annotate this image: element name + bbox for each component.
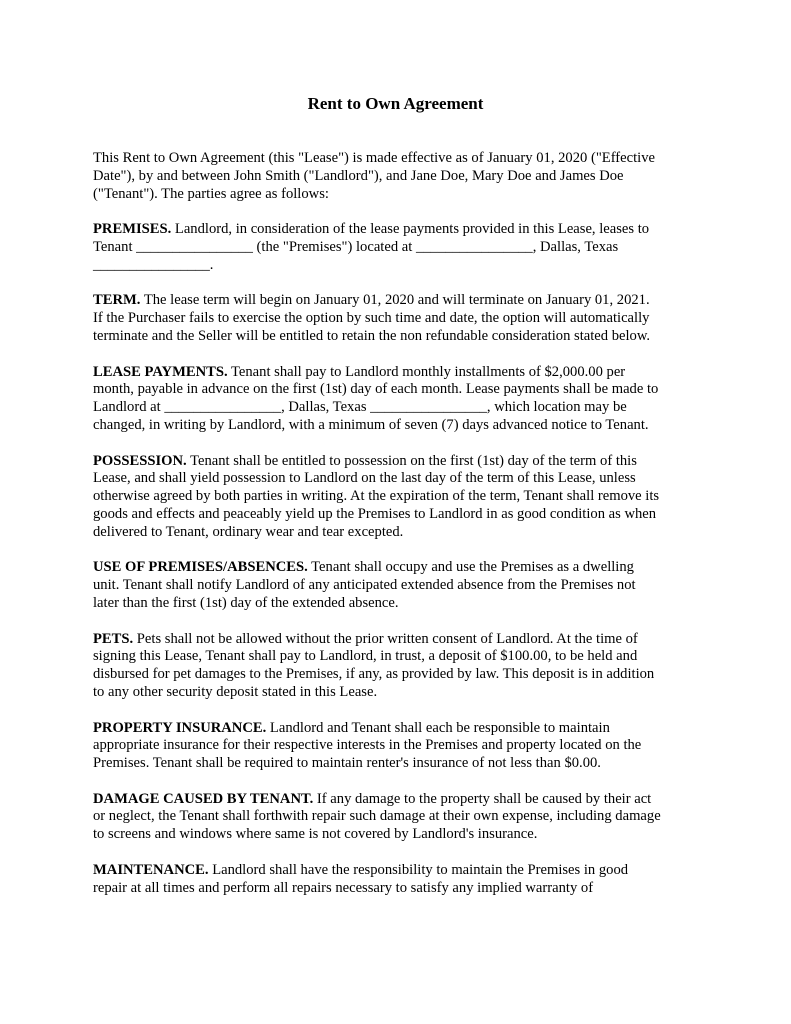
paragraph-line: Landlord at ________________, Dallas, Texas ________________, which location may be: [93, 399, 627, 416]
paragraph-use-of-premises: [93, 559, 705, 612]
paragraph-first-line: [93, 559, 705, 577]
paragraph-line: If the Purchaser fails to exercise the option by such time and date, the option will automatically: [93, 310, 650, 327]
section-heading: PREMISES.: [93, 221, 172, 238]
paragraph-first-line: [93, 221, 705, 239]
paragraph-maintenance: [93, 862, 705, 898]
paragraph-first-line: [93, 791, 705, 809]
paragraph-first-line: [93, 453, 705, 471]
paragraph-line: Premises. Tenant shall be required to maintain renter's insurance of not less than $0.00.: [93, 755, 601, 772]
section-heading: TERM.: [93, 292, 141, 309]
paragraph-line: Tenant ________________ (the "Premises") located at ________________, Dallas, Texas: [93, 238, 619, 255]
paragraph-first-line: [93, 364, 705, 382]
paragraph-line: If any damage to the property shall be caused by their act: [313, 790, 652, 807]
paragraph-line: or neglect, the Tenant shall forthwith repair such damage at their own expense, including damage: [93, 808, 661, 825]
section-heading: POSSESSION.: [93, 452, 187, 469]
paragraph-line: month, payable in advance on the first (1st) day of each month. Lease payments shall be made to: [93, 381, 659, 398]
paragraph-first-line: [93, 862, 705, 880]
paragraph-pets: [93, 631, 705, 702]
paragraph-line: Landlord and Tenant shall each be responsible to maintain: [266, 719, 610, 736]
paragraph-line: Landlord shall have the responsibility to maintain the Premises in good: [208, 861, 629, 878]
paragraph-line: goods and effects and peaceably yield up the Premises to Landlord in as good condition as when: [93, 505, 657, 522]
paragraph-line: Tenant shall be entitled to possession on the first (1st) day of the term of this: [186, 452, 637, 469]
paragraph-line: changed, in writing by Landlord, with a minimum of seven (7) days advanced notice to Tenant.: [93, 416, 649, 433]
paragraph-lease-payments: [93, 364, 705, 435]
section-heading: USE OF PREMISES/ABSENCES.: [93, 559, 308, 576]
paragraph-first-line: [93, 720, 705, 738]
paragraph-line: This Rent to Own Agreement (this "Lease") is made effective as of January 01, 2020 ("Effective: [93, 150, 655, 166]
paragraph-line: otherwise agreed by both parties in writing. At the expiration of the term, Tenant shall remove its: [93, 488, 660, 505]
paragraph-intro: [93, 150, 705, 203]
paragraph-line: Pets shall not be allowed without the prior written consent of Landlord. At the time of: [133, 630, 638, 647]
paragraph-first-line: [93, 292, 705, 310]
paragraph-line: Tenant shall occupy and use the Premises as a dwelling: [307, 559, 634, 576]
paragraph-line: repair at all times and perform all repairs necessary to satisfy any implied warranty of: [93, 879, 594, 896]
paragraph-line: Date"), by and between John Smith ("Landlord"), and Jane Doe, Mary Doe and James Doe: [93, 167, 624, 184]
paragraph-line: Landlord, in consideration of the lease payments provided in this Lease, leases to: [171, 221, 650, 238]
paragraph-first-line: [93, 631, 705, 649]
paragraph-line: unit. Tenant shall notify Landlord of any anticipated extended absence from the Premises not: [93, 577, 636, 594]
paragraph-line: disbursed for pet damages to the Premises, if any, as provided by law. This deposit is in addition: [93, 666, 655, 683]
paragraph-line: signing this Lease, Tenant shall pay to Landlord, in trust, a deposit of $100.00, to be held and: [93, 648, 638, 665]
paragraph-line: Tenant shall pay to Landlord monthly installments of $2,000.00 per: [227, 363, 626, 380]
paragraph-line: terminate and the Seller will be entitled to retain the non refundable consideration stated below.: [93, 327, 651, 344]
paragraph-line: to any other security deposit stated in this Lease.: [93, 683, 378, 700]
paragraph-line: The lease term will begin on January 01, 2020 and will terminate on January 01, 2021.: [140, 292, 650, 309]
paragraph-possession: [93, 453, 705, 542]
section-heading: LEASE PAYMENTS.: [93, 363, 228, 380]
paragraph-line: to screens and windows where same is not covered by Landlord's insurance.: [93, 826, 538, 843]
paragraph-damage-caused-by-tenant: [93, 791, 705, 844]
section-heading: PETS.: [93, 630, 134, 647]
paragraph-term: [93, 292, 705, 345]
paragraph-premises: [93, 221, 705, 274]
paragraph-line: ("Tenant"). The parties agree as follows:: [93, 185, 329, 202]
paragraph-line: delivered to Tenant, ordinary wear and tear excepted.: [93, 523, 404, 540]
paragraph-line: ________________.: [93, 256, 214, 273]
section-heading: MAINTENANCE.: [93, 861, 209, 878]
paragraph-line: later than the first (1st) day of the extended absence.: [93, 594, 399, 611]
document-body: [93, 150, 705, 915]
document-title: Rent to Own Agreement: [307, 94, 484, 113]
paragraph-line: appropriate insurance for their respective interests in the Premises and property located on the: [93, 737, 642, 754]
section-heading: DAMAGE CAUSED BY TENANT.: [93, 790, 314, 807]
paragraph-line: Lease, and shall yield possession to Landlord on the last day of the term of this Lease, unless: [93, 470, 636, 487]
section-heading: PROPERTY INSURANCE.: [93, 719, 267, 736]
paragraph-property-insurance: [93, 720, 705, 773]
